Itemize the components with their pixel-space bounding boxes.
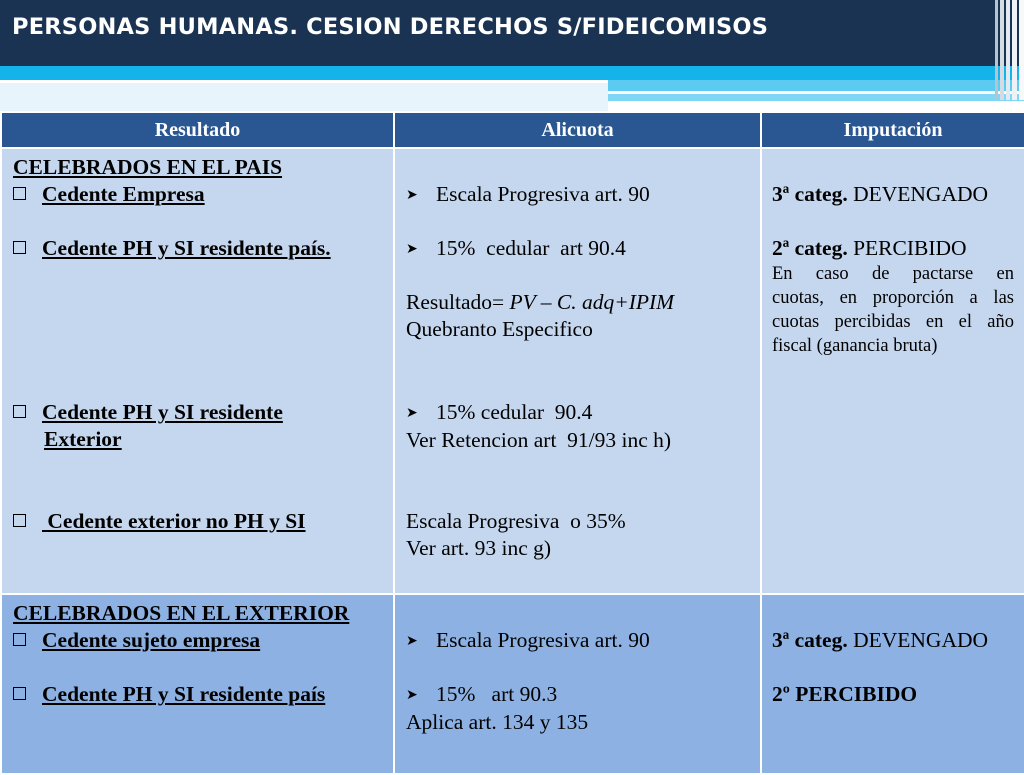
list-item: Cedente sujeto empresa <box>13 627 260 654</box>
arrow-bullet-icon: ➤ <box>406 187 418 203</box>
arrow-bullet-icon: ➤ <box>406 633 418 649</box>
rate-line: ➤ 15% cedular 90.4 Ver Retencion art 91/93 inc h) <box>406 400 672 452</box>
list-item: Cedente PH y SI residente país <box>13 681 325 708</box>
list-item: Cedente PH y SI residente país. <box>13 235 331 262</box>
decor-bar <box>1006 0 1010 100</box>
tax-table <box>0 111 1024 775</box>
decor-bar <box>1019 0 1024 100</box>
decor-stripe <box>0 66 1024 80</box>
checkbox-bullet-icon <box>13 187 26 200</box>
rate-line: Resultado= PV – C. adq+IPIM Quebranto Especifico <box>406 290 675 341</box>
decor-stripe <box>608 94 1024 101</box>
arrow-bullet-icon: ➤ <box>406 241 418 257</box>
decor-bar <box>1000 0 1004 100</box>
rate-line: ➤ Escala Progresiva art. 90 <box>406 181 650 209</box>
arrow-bullet-icon: ➤ <box>406 687 418 703</box>
imputacion-cell <box>761 148 1024 594</box>
rate-line: ➤ 15% art 90.3 Aplica art. 134 y 135 <box>406 682 589 734</box>
table-row <box>1 594 1024 774</box>
decor-stripe <box>0 83 608 111</box>
imputation-line: 3ª categ. DEVENGADO <box>772 182 989 206</box>
checkbox-bullet-icon <box>13 405 26 418</box>
imputation-line: 2º PERCIBIDO <box>772 682 918 706</box>
table-header-row <box>1 112 1024 148</box>
slide-title: PERSONAS HUMANAS. CESION DERECHOS S/FIDEICOMISOS <box>12 14 769 40</box>
list-item: Cedente Empresa <box>13 181 205 208</box>
column-header-alicuota: Alicuota <box>394 112 761 148</box>
alicuota-cell <box>394 594 761 774</box>
decor-bar <box>995 0 998 100</box>
alicuota-cell <box>394 148 761 594</box>
checkbox-bullet-icon <box>13 514 26 527</box>
checkbox-bullet-icon <box>13 633 26 646</box>
rate-line: ➤ Escala Progresiva art. 90 <box>406 627 650 655</box>
decor-bar <box>1012 0 1017 100</box>
rate-line: Escala Progresiva o 35% Ver art. 93 inc g) <box>406 509 626 560</box>
section-heading-exterior: CELEBRADOS EN EL EXTERIOR <box>13 601 350 625</box>
checkbox-bullet-icon <box>13 241 26 254</box>
column-header-resultado: Resultado <box>1 112 394 148</box>
arrow-bullet-icon: ➤ <box>406 405 418 421</box>
section-heading-pais: CELEBRADOS EN EL PAIS <box>13 155 283 179</box>
imputacion-cell <box>761 594 1024 774</box>
column-header-imputacion: Imputación <box>761 112 1024 148</box>
checkbox-bullet-icon <box>13 687 26 700</box>
resultado-cell <box>1 148 394 594</box>
list-item: Cedente PH y SI residente Exterior <box>13 399 283 453</box>
resultado-cell <box>1 594 394 774</box>
imputation-line: 2ª categ. PERCIBIDO En caso de pactarse en cuotas, en proporción a las cuotas percibidas en el año fiscal (ganancia bruta) <box>772 236 1014 356</box>
imputation-line: 3ª categ. DEVENGADO <box>772 628 989 652</box>
title-bar <box>0 0 1024 66</box>
table-row <box>1 148 1024 594</box>
rate-line: ➤ 15% cedular art 90.4 <box>406 235 626 263</box>
decor-stripe <box>608 80 1024 91</box>
list-item: Cedente exterior no PH y SI <box>13 508 306 535</box>
